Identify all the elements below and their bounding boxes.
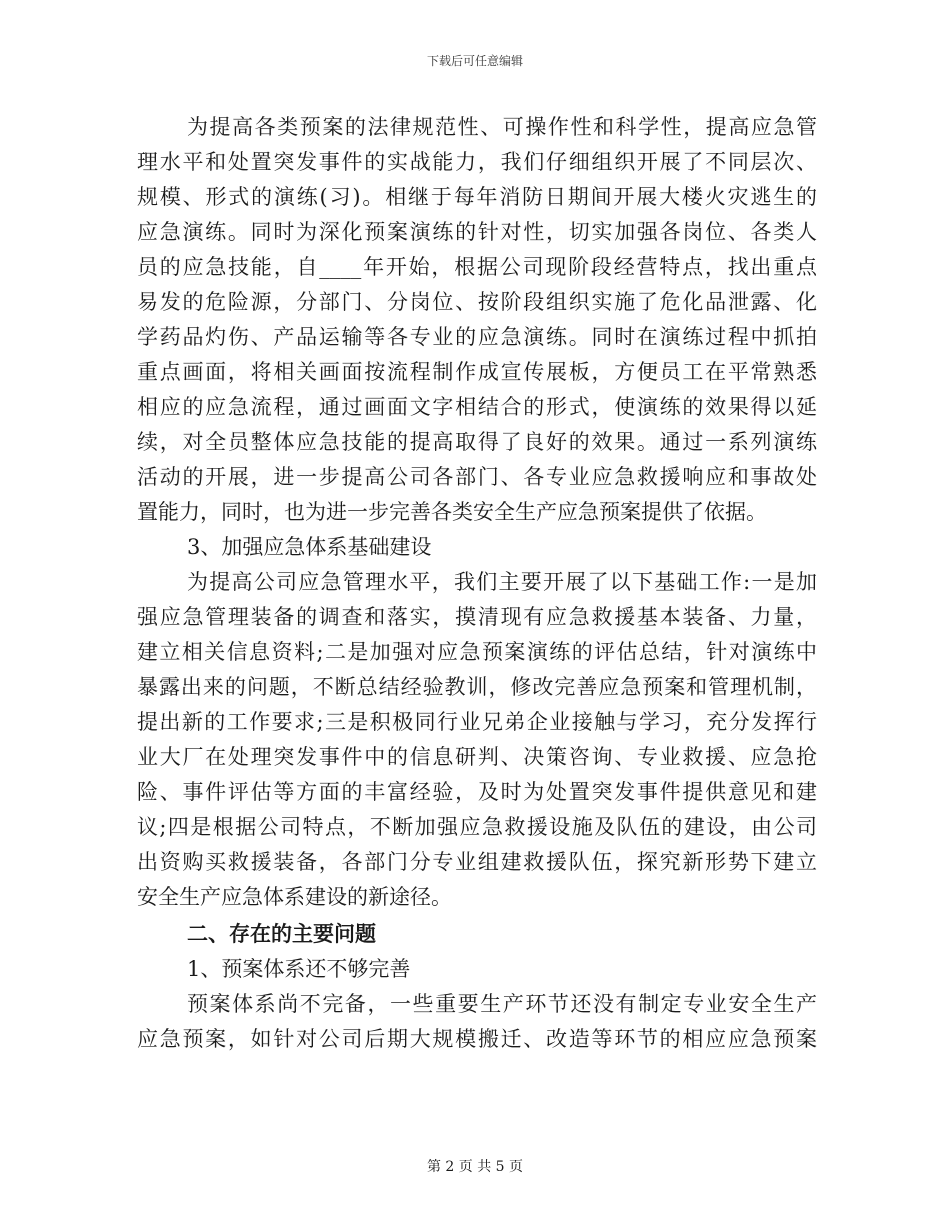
- text-line: 险、事件评估等方面的丰富经验，及时为处置突发事件提供意见和建: [137, 780, 817, 804]
- text-line: 业大厂在处理突发事件中的信息研判、决策咨询、专业救援、应急抢: [137, 745, 817, 769]
- text-line: 为提高公司应急管理水平，我们主要开展了以下基础工作:一是加: [187, 570, 817, 594]
- text-line: 安全生产应急体系建设的新途径。: [137, 885, 452, 909]
- section-heading-3: 3、加强应急体系基础建设: [187, 535, 432, 559]
- section-heading-problems: 二、存在的主要问题: [187, 922, 376, 946]
- paragraph-foundation: [137, 565, 817, 915]
- text-line: 出资购买救援装备，各部门分专业组建救援队伍，探究新形势下建立: [137, 850, 817, 874]
- text-line: 置能力，同时，也为进一步完善各类安全生产应急预案提供了依据。: [137, 500, 767, 524]
- document-body: [137, 110, 817, 1057]
- page-header-note: 下载后可任意编辑: [426, 54, 523, 68]
- paragraph-drills: [137, 110, 817, 530]
- text-line: 应急预案，如针对公司后期大规模搬迁、改造等环节的相应应急预案: [137, 1027, 817, 1051]
- text-line: 规模、形式的演练(习)。相继于每年消防日期间开展大楼火灾逃生的: [137, 185, 817, 209]
- text-line: 相应的应急流程，通过画面文字相结合的形式，使演练的效果得以延: [137, 395, 817, 419]
- text-line: 提出新的工作要求;三是积极同行业兄弟企业接触与学习，充分发挥行: [137, 710, 817, 734]
- text-line: 学药品灼伤、产品运输等各专业的应急演练。同时在演练过程中抓拍: [137, 325, 817, 349]
- text-line: 为提高各类预案的法律规范性、可操作性和科学性，提高应急管: [187, 115, 817, 139]
- text-line: 议;四是根据公司特点，不断加强应急救援设施及队伍的建设，由公司: [137, 815, 817, 839]
- text-line: 暴露出来的问题，不断总结经验教训，修改完善应急预案和管理机制，: [137, 675, 817, 699]
- text-line: 建立相关信息资料;二是加强对应急预案演练的评估总结，针对演练中: [137, 640, 817, 664]
- text-line: 员的应急技能，自____年开始，根据公司现阶段经营特点，找出重点: [137, 255, 817, 279]
- text-line: 强应急管理装备的调查和落实，摸清现有应急救援基本装备、力量，: [137, 605, 817, 629]
- page-number: 第 2 页 共 5 页: [426, 1159, 524, 1175]
- text-line: 易发的危险源，分部门、分岗位、按阶段组织实施了危化品泄露、化: [137, 290, 817, 314]
- text-line: 预案体系尚不完备，一些重要生产环节还没有制定专业安全生产: [187, 992, 817, 1016]
- subsection-heading-1: 1、预案体系还不够完善: [187, 957, 411, 981]
- paragraph-plan-system: [137, 987, 817, 1057]
- text-line: 应急演练。同时为深化预案演练的针对性，切实加强各岗位、各类人: [137, 220, 817, 244]
- text-line: 重点画面，将相关画面按流程制作成宣传展板，方便员工在平常熟悉: [137, 360, 817, 384]
- text-line: 活动的开展，进一步提高公司各部门、各专业应急救援响应和事故处: [137, 465, 817, 489]
- text-line: 续，对全员整体应急技能的提高取得了良好的效果。通过一系列演练: [137, 430, 817, 454]
- text-line: 理水平和处置突发事件的实战能力，我们仔细组织开展了不同层次、: [137, 150, 817, 174]
